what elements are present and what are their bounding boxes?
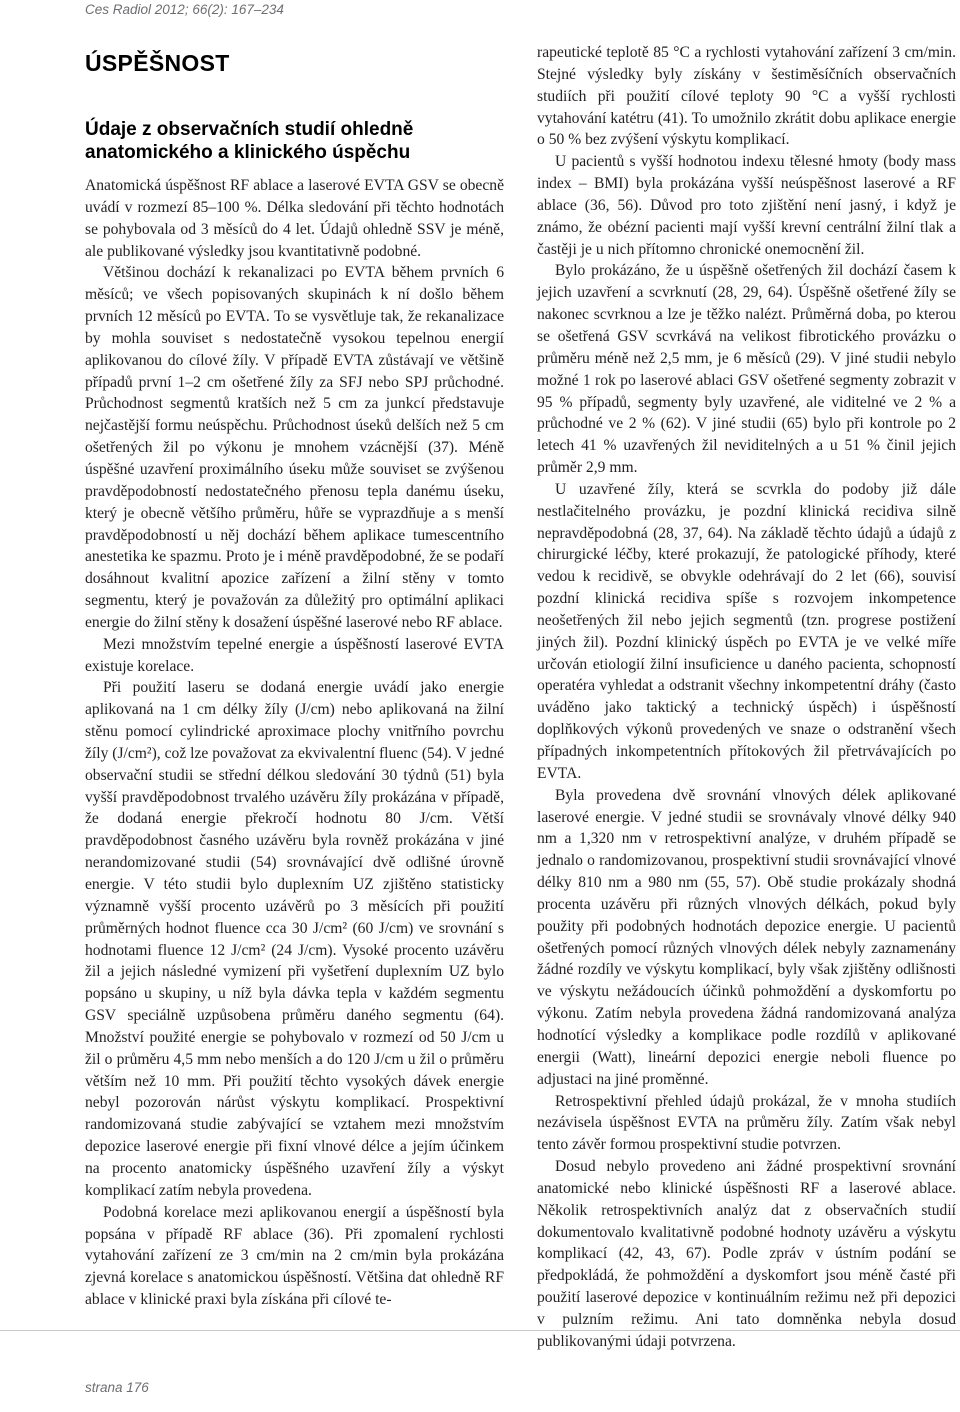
running-head: Ces Radiol 2012; 66(2): 167–234: [85, 2, 284, 17]
right-column: [537, 42, 956, 1353]
paragraph: Anatomická úspěšnost RF ablace a laserové EVTA GSV se obecně uvádí v rozmezí 85–100 %. Délka sledování při těchto hodnotách se pohybovala od 3 měsíců do 4 let. Údajů ohledně SSV je méně, ale publikované výsledky jsou kvantitativně podobné.: [85, 177, 504, 260]
left-column: [85, 175, 504, 1311]
section-title: ÚSPĚŠNOST: [85, 50, 230, 76]
paragraph: Dosud nebylo provedeno ani žádné prospektivní srovnání anatomické nebo klinické úspěšnosti RF a laserové ablace. Několik retrospektivních analýz dat z observačních studií dokumentovalo kvalitativně podobné hodnoty uzávěru a výskytu komplikací (42, 43, 67). Podle zpráv v ústním podání se předpokládá, že pohmoždění a dyskomfort jsou méně časté při použití laserové depozice v kontinuálním režimu než při depozici v pulzním režimu. Ani tato domněnka nebyla dosud publikovanými údaji potvrzena.: [537, 1158, 956, 1350]
paragraph: U pacientů s vyšší hodnotou indexu tělesné hmoty (body mass index – BMI) byla prokázána vyšší neúspěšnost laserové a RF ablace (36, 56). Důvod pro toto zjištění není jasný, i když je známo, že obézní pacienti mají vyšší krevní centrální žilní tlak a častěji je u nich přítomno chronické onemocnění žil.: [537, 153, 956, 258]
paragraph: U uzavřené žíly, která se scvrkla do podoby již dále nestlačitelného provázku, je pozdní klinická recidiva silně nepravděpodobná (28, 37, 64). Na základě těchto údajů a údajů z chirurgické léčby, které prokazují, že patologické příhody, které vedou k recidivě, se obvykle odehrávají do 2 let (66), souvisí pozdní klinická recidiva spíše s rozvojem inkompetence neošetřených žil nebo jejich segmentů (tzn. progrese postižení jiných žil). Pozdní klinický úspěch po EVTA je ve velké míře určován etiologií žilní insuficience u daného pacienta, schopností operatéra vyhledat a odstranit všechny inkompetentní dráhy (často uváděno jako taktický a technický úspěch) i úspěšností doplňkových výkonů provedených ve snaze o odstranění všech případných inkompetentních přítokových žil přetrvávajících po EVTA.: [537, 480, 956, 782]
paragraph: Podobná korelace mezi aplikovanou energií a úspěšností byla popsána v případě RF ablace (36). Při zpomalení rychlosti vytahování zařízení ze 3 cm/min na 2 cm/min byla prokázána zjevná korelace s anatomickou úspěšností. Většina dat ohledně RF ablace v klinické praxi byla získána při cílové te-: [85, 1203, 504, 1309]
subsection-title: Údaje z observačních studií ohledně anatomického a klinického úspěchu: [85, 119, 414, 163]
paragraph: rapeutické teplotě 85 °C a rychlosti vytahování zařízení 3 cm/min. Stejné výsledky byly získány v šestiměsíčních observačních studiích při použití cílové teploty 90 °C a vyšší rychlosti vytahování katétru (41). To umožnilo zkrátit dobu aplikace energie o 50 % bez zvýšení výskytu komplikací.: [537, 44, 956, 149]
footer-divider: [0, 1330, 960, 1331]
paragraph: Většinou dochází k rekanalizaci po EVTA během prvních 6 měsíců; ve všech popisovaných skupinách k ní došlo během prvních 12 měsíců po EVTA. To se vysvětluje tak, že rekanalizace by mohla souviset s nedostatečně vysokou tepelnou energií aplikovanou do cílové žíly. V případě EVTA zůstávají ve většině případů první 1–2 cm ošetřené žíly za SFJ nebo SPJ průchodné. Průchodnost segmentů kratších než 5 cm za junkcí představuje nejčastější formu neúspěchu. Průchodnost úseků delších než 5 cm ošetřených žil po výkonu je mnohem vzácnější (37). Méně úspěšné uzavření proximálního úseku může souviset se zvýšenou pravděpodobností nedostatečného přenosu tepla danému úseku, který je obecně většího průměru, hůře se vyprazdňuje a s menší pravděpodobností u něj dochází během aplikace tumescentního anestetika ke spazmu. Proto je i méně pravděpodobné, že se podaří dosáhnout kvalitní apozice zařízení a žilní stěny v tomto segmentu, který je považován za důležitý pro optimální aplikaci energie do žilní stěny k dosažení úspěšné laserové nebo RF ablace.: [85, 264, 504, 631]
paragraph: Byla provedena dvě srovnání vlnových délek aplikované laserové energie. V jedné studii se srovnávaly vlnové délky 940 nm a 1,320 nm v retrospektivní analýze, v druhém případě se jednalo o randomizovanou, prospektivní studii srovnávající vlnové délky 810 nm a 980 nm (55, 57). Obě studie prokázaly shodná procenta uzávěru při různých vlnových délkách, pokud byly použity při podobných hodnotách depozice energie. U pacientů ošetřených pomocí různých vlnových délek nebyly zaznamenány žádné rozdíly ve výskytu komplikací, byly však zjištěny odlišnosti ve výskytu nežádoucích účinků pohmoždění a dyskomfortu po výkonu. Zatím nebyla provedena žádná randomizovaná analýza hodnotící výsledky a komplikace podle rozdílů v aplikované energii (Watt), lineární depozici energie neboli fluence po adjustaci na jiné proměnné.: [537, 786, 956, 1088]
paragraph: Retrospektivní přehled údajů prokázal, že v mnoha studiích nezávisela úspěšnost EVTA na průměru žíly. Zatím však nebyl tento závěr formou prospektivní studie potvrzen.: [537, 1092, 956, 1154]
paragraph: Mezi množstvím tepelné energie a úspěšností laserové EVTA existuje korelace.: [85, 635, 504, 675]
page-number: strana 176: [85, 1380, 149, 1395]
paragraph: Při použití laseru se dodaná energie uvádí jako energie aplikovaná na 1 cm délky žíly (J/cm) nebo aplikovaná na žilní stěnu pomocí cylindrické aproximace plochy vnitřního povrchu žíly (J/cm²), což lze považovat za ekvivalentní fluenc (54). V jedné observační studii se střední délkou sledování 30 týdnů (51) byla vyšší pravděpodobnost trvalého uzávěru žíly prokázána v případě, že dodaná energie překročí hodnotu 80 J/cm. Větší pravděpodobnost časného uzávěru byla rovněž prokázána v jiné nerandomizované studii (54) srovnávající dvě odlišné úrovně energie. V této studii bylo duplexním UZ zjištěno statisticky významně vyšší procento uzávěrů po 3 měsících při použití průměrných hodnot fluence cca 30 J/cm² (60 J/cm) ve srovnání s hodnotami fluence 12 J/cm² (24 J/cm). Vysoké procento uzávěru žil a jejich následné vymizení při vyšetření duplexním UZ bylo popsáno u skupiny, u níž byla dávka tepla v každém segmentu GSV speciálně uzpůsobena průměru daného segmentu (64). Množství použité energie se pohybovalo v rozmezí od 50 J/cm u žil o průměru 4,5 mm nebo menších a do 120 J/cm u žil o průměru větším než 10 mm. Při použití těchto vysokých dávek energie nebyl pozorován nárůst výskytu komplikací. Prospektivní randomizovaná studie zabývající se vztahem mezi množstvím depozice laserové energie při fixní vlnové délce a jejím účinkem na procento anatomicky úspěšného uzavření žíly a výskyt komplikací zatím nebyla provedena.: [85, 679, 504, 1199]
paragraph: Bylo prokázáno, že u úspěšně ošetřených žil dochází časem k jejich uzavření a scvrknutí (28, 29, 64). Úspěšně ošetřené žíly se nakonec scvrknou a lze je těžko nalézt. Průměrná doba, po kterou se ošetřená GSV scvrkává na velikost fibrotického provázku o průměru méně než 2,5 mm, je 6 měsíců (29). V jiné studii nebylo možné 1 rok po laserové ablaci GSV ošetřené segmenty zobrazit v 95 % případů, segmenty byly uzavřené, ale viditelné ve 2 % a průchodné ve 2 % (62). V jiné studii (65) bylo při kontrole po 2 letech 41 % uzavřených žil neviditelných a u 51 % činil jejich průměr 2,9 mm.: [537, 262, 956, 477]
